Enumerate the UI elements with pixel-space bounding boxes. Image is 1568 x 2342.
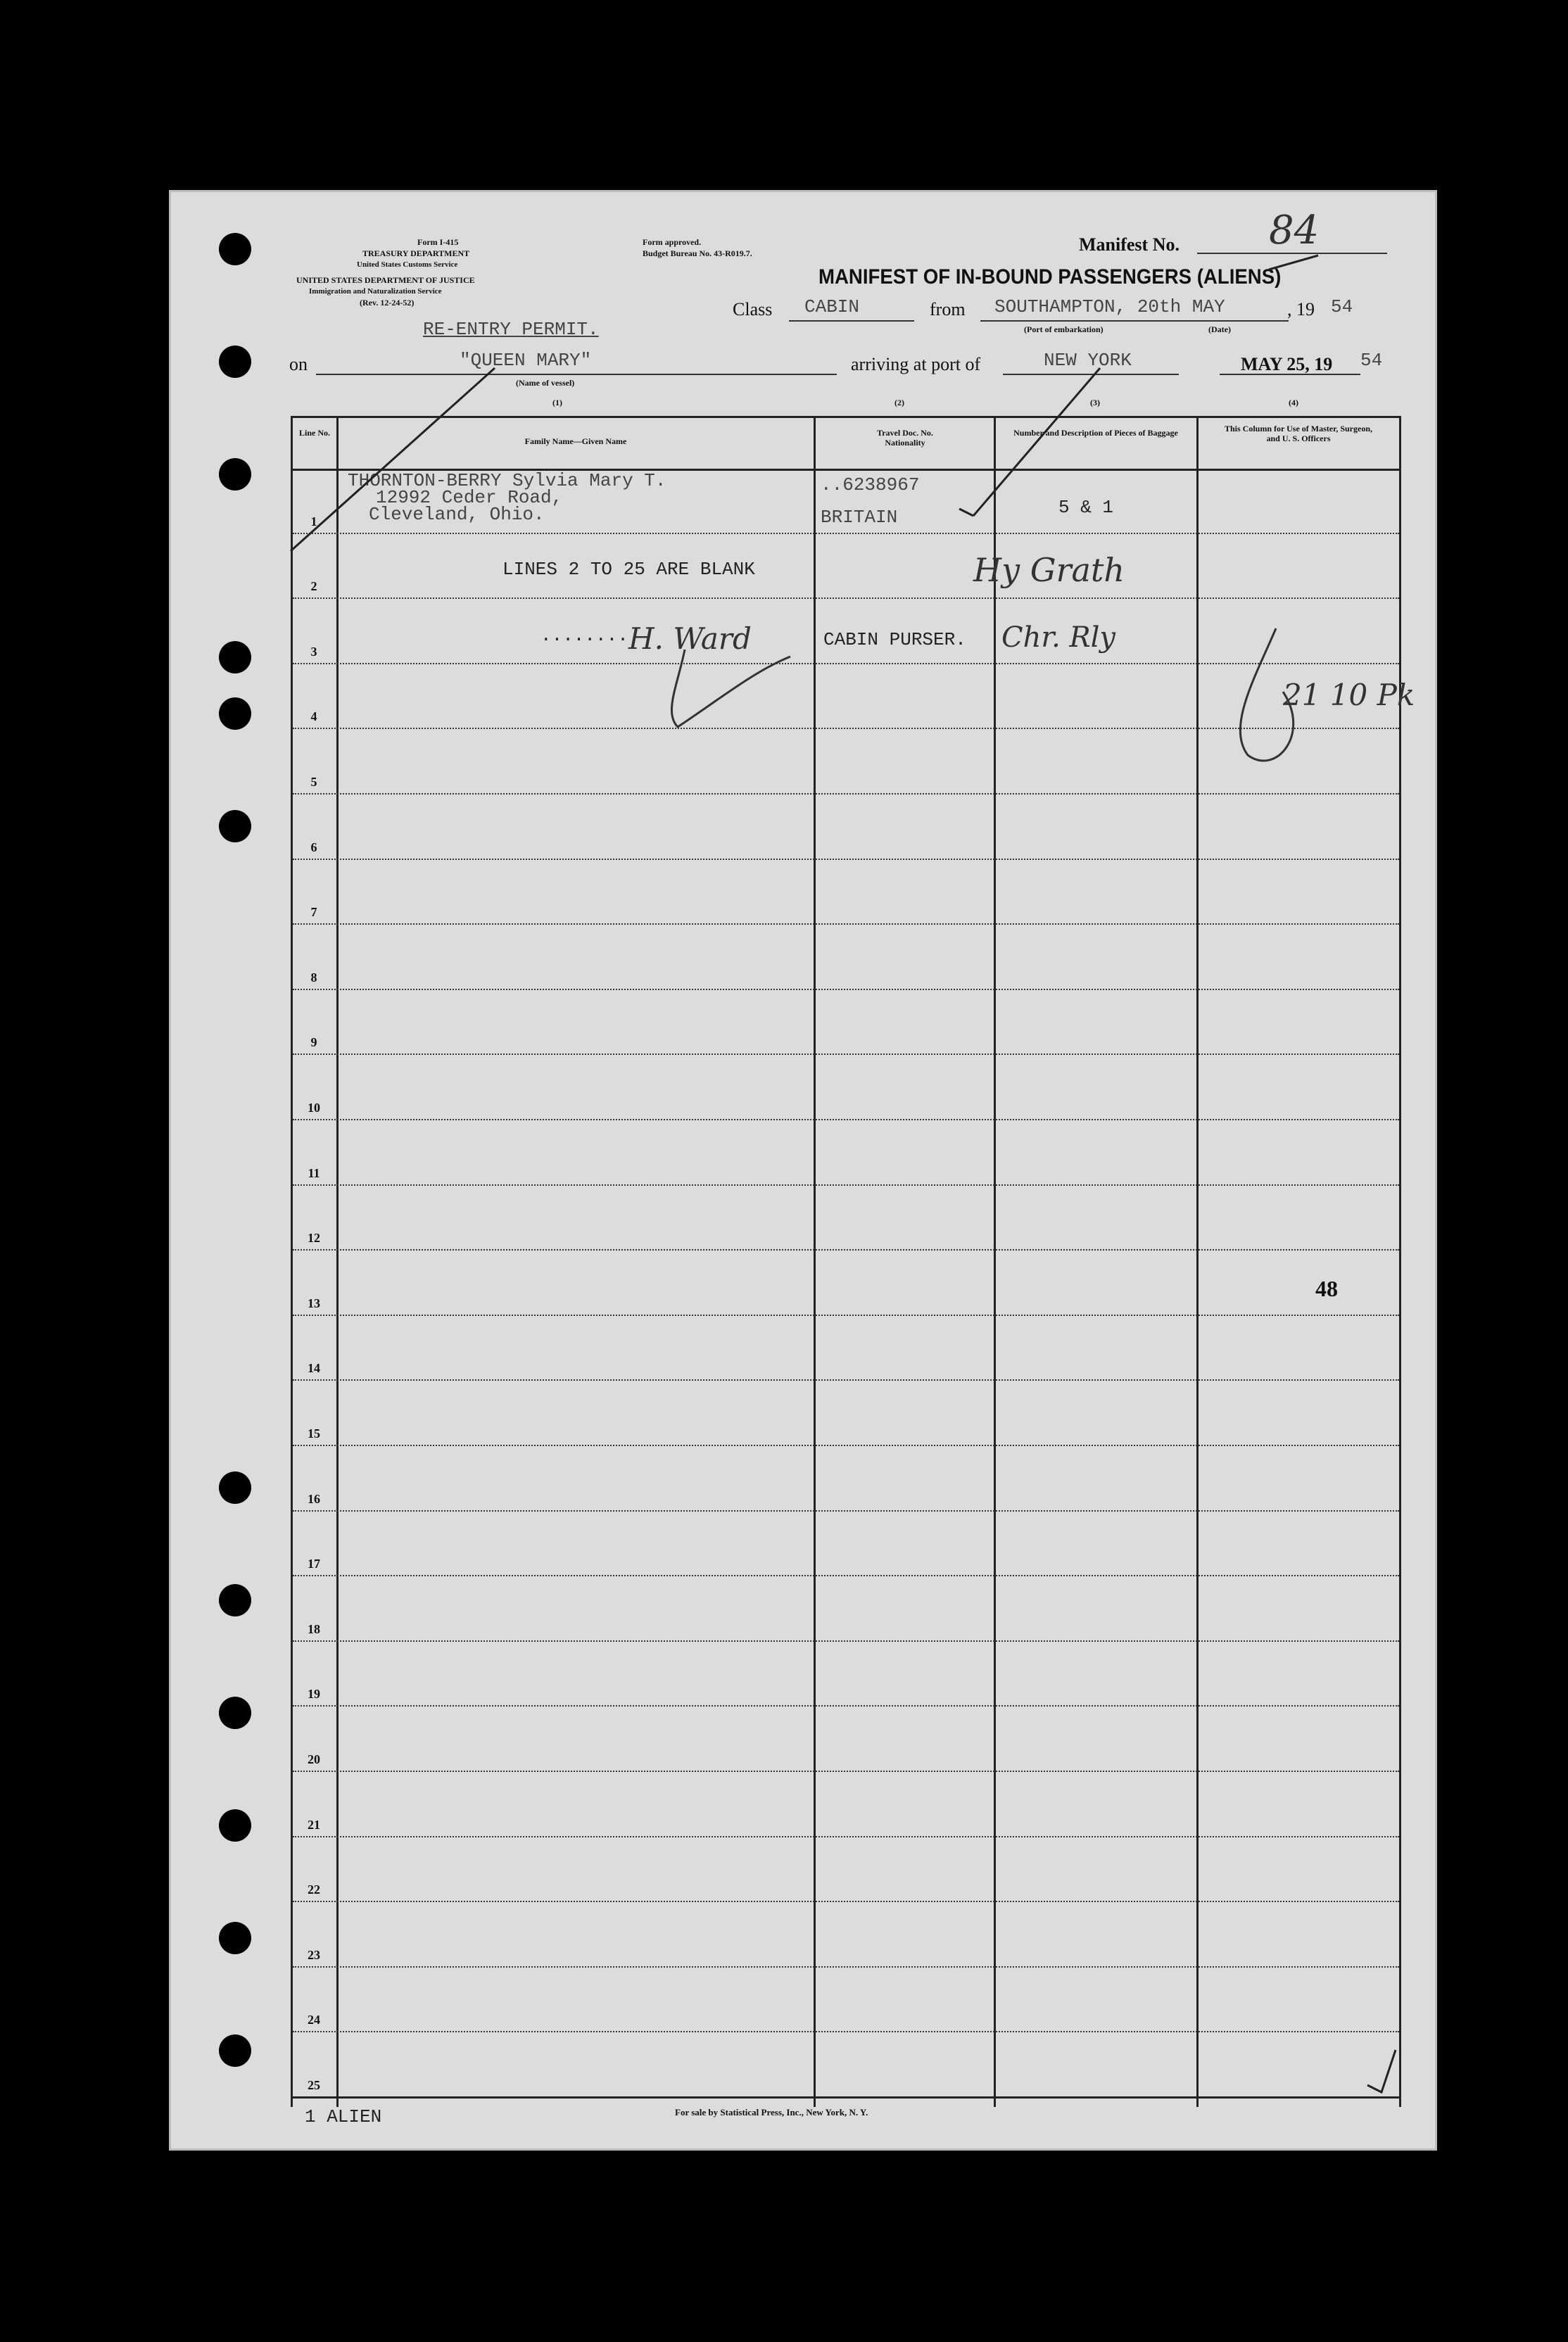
revision-date: (Rev. 12-24-52) xyxy=(360,298,415,308)
margin-number: 48 xyxy=(1315,1276,1338,1301)
officer-code: 21 10 Pk xyxy=(1283,678,1415,712)
arrival-year: 54 xyxy=(1360,350,1383,371)
manifest-label: Manifest No. xyxy=(1079,234,1180,255)
row-number: 16 xyxy=(308,1491,320,1506)
row-number: 22 xyxy=(308,1882,320,1897)
row-number: 6 xyxy=(310,840,317,854)
baggage-count: 5 & 1 xyxy=(1058,497,1114,518)
passenger-address-2: Cleveland, Ohio. xyxy=(369,504,545,525)
handwritten-marks xyxy=(171,192,1435,2148)
purser-dots: ........ xyxy=(540,625,628,646)
row-number: 18 xyxy=(308,1621,320,1636)
alien-count: 1 ALIEN xyxy=(305,2106,382,2127)
row-number: 4 xyxy=(310,709,317,724)
year-prefix: , 19 xyxy=(1287,299,1315,319)
row-number: 24 xyxy=(308,2013,320,2027)
purser-signature: H. Ward xyxy=(628,621,752,656)
manifest-title: MANIFEST OF IN-BOUND PASSENGERS (ALIENS) xyxy=(818,265,1282,289)
col-num-3: (3) xyxy=(1090,398,1100,407)
row-number: 17 xyxy=(308,1557,320,1571)
purser-signature-stroke xyxy=(671,650,790,727)
port-caption: (Port of embarkation) xyxy=(1024,324,1104,334)
arriving-label: arriving at port of xyxy=(851,354,981,374)
row-number: 7 xyxy=(310,905,317,920)
row-number: 5 xyxy=(310,775,317,789)
manifest-number: 84 xyxy=(1269,208,1320,253)
customs-service: United States Customs Service xyxy=(357,260,458,269)
embarkation-value: SOUTHAMPTON, 20th MAY xyxy=(994,296,1225,317)
row-number: 3 xyxy=(310,644,317,659)
col-header-line: Line No. xyxy=(298,428,330,438)
justice-dept: UNITED STATES DEPARTMENT OF JUSTICE xyxy=(296,275,475,285)
row-number: 10 xyxy=(308,1101,320,1115)
vessel-name: "QUEEN MARY" xyxy=(460,350,592,371)
cross-out-mark xyxy=(291,368,495,551)
final-check-mark xyxy=(1367,2050,1396,2092)
manifest-sheet xyxy=(169,190,1437,2151)
col-header-name: Family Name—Given Name xyxy=(524,436,627,446)
row-number: 12 xyxy=(308,1231,320,1246)
row-number: 2 xyxy=(310,579,317,594)
year-value: 54 xyxy=(1331,296,1353,317)
row-number: 23 xyxy=(308,1947,320,1962)
vessel-caption: (Name of vessel) xyxy=(516,378,575,388)
row-number: 11 xyxy=(308,1165,320,1180)
officer-signature-2: Chr. Rly xyxy=(1001,621,1116,654)
row-number: 1 xyxy=(310,514,317,528)
form-approved: Form approved. xyxy=(643,237,702,247)
press-credit: For sale by Statistical Press, Inc., New York, N. Y. xyxy=(675,2107,868,2118)
row-number: 20 xyxy=(308,1752,320,1766)
class-label: Class xyxy=(733,299,773,319)
row-number: 9 xyxy=(310,1035,317,1050)
blank-lines-note: LINES 2 TO 25 ARE BLANK xyxy=(502,559,755,580)
ins-service: Immigration and Naturalization Service xyxy=(309,287,442,296)
row-number: 19 xyxy=(308,1687,320,1702)
row-number: 8 xyxy=(310,970,317,985)
treasury-dept: TREASURY DEPARTMENT xyxy=(362,248,470,258)
row-number: 15 xyxy=(308,1426,320,1441)
arrival-date: MAY 25, 19 xyxy=(1241,354,1333,374)
col-header-travel: Travel Doc. No. Nationality xyxy=(877,428,933,448)
passenger-address-1: 12992 Ceder Road, xyxy=(376,487,563,508)
row-number: 25 xyxy=(308,2078,320,2092)
passenger-name: THORNTON-BERRY Sylvia Mary T. xyxy=(348,470,666,491)
check-mark xyxy=(959,368,1100,516)
cabin-purser: CABIN PURSER. xyxy=(823,629,966,650)
col-num-2: (2) xyxy=(894,398,904,407)
class-value: CABIN xyxy=(804,296,860,317)
check-arrow xyxy=(1269,255,1318,270)
date-caption: (Date) xyxy=(1208,324,1231,334)
col-num-4: (4) xyxy=(1289,398,1298,407)
on-label: on xyxy=(289,354,308,374)
nationality: BRITAIN xyxy=(821,507,898,528)
port-value: NEW YORK xyxy=(1044,350,1132,371)
budget-bureau: Budget Bureau No. 43-R019.7. xyxy=(643,248,752,258)
form-number: Form I-415 xyxy=(417,237,459,247)
col-header-baggage: Number and Description of Pieces of Baggage xyxy=(1013,428,1178,438)
row-number: 21 xyxy=(308,1817,320,1832)
reentry-permit: RE-ENTRY PERMIT. xyxy=(423,319,599,340)
col-num-1: (1) xyxy=(552,398,562,407)
travel-doc-number: ..6238967 xyxy=(821,474,920,495)
row-number: 13 xyxy=(308,1296,320,1310)
officer-signature-1: Hy Grath xyxy=(973,551,1125,589)
col-header-officers: This Column for Use of Master, Surgeon, and U. S. Officers xyxy=(1224,424,1372,443)
from-label: from xyxy=(930,299,966,319)
row-number: 14 xyxy=(308,1361,320,1376)
